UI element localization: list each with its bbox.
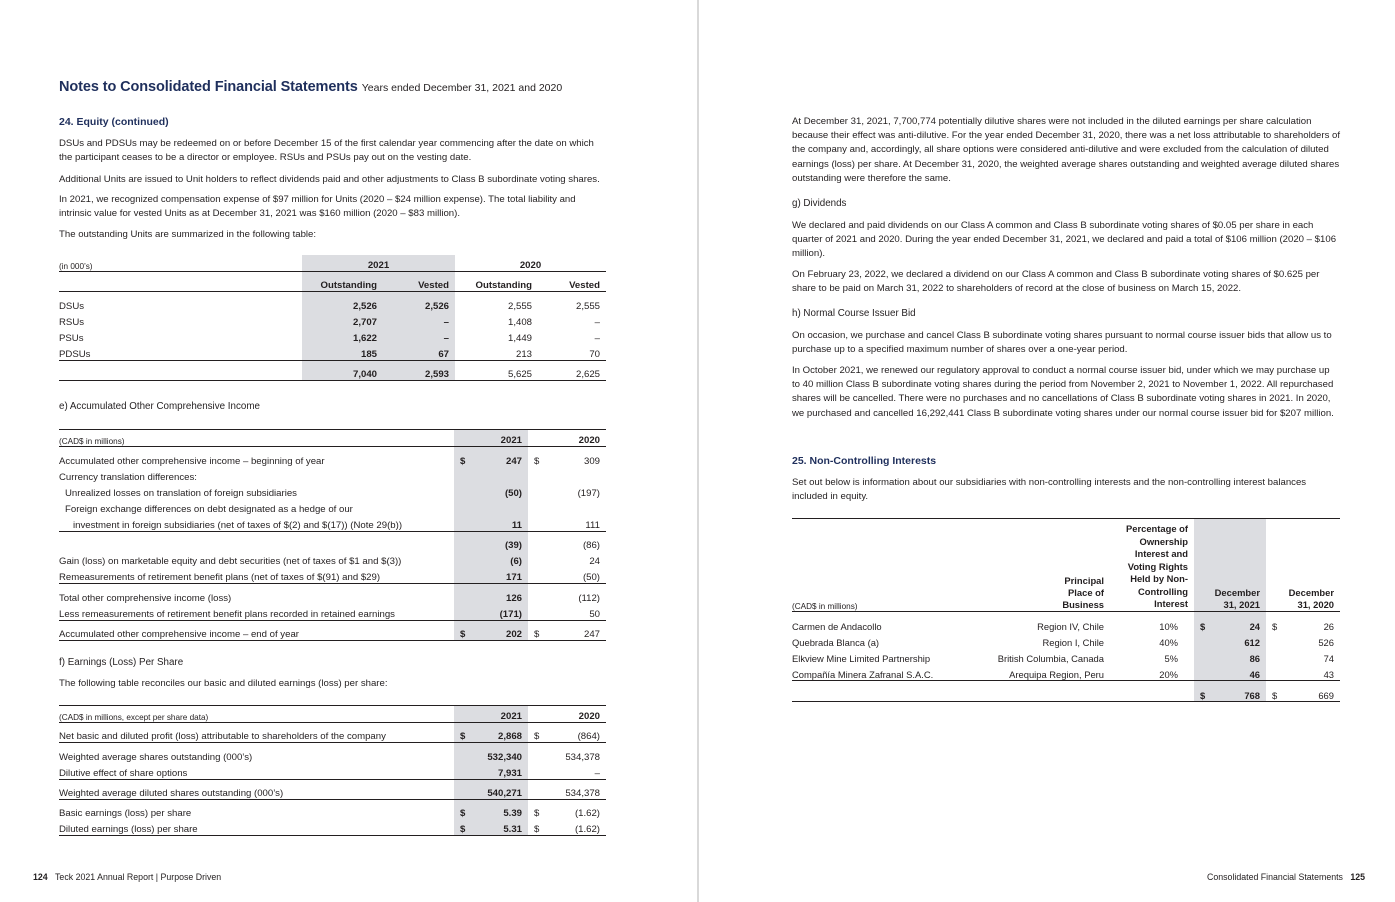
paragraph: In October 2021, we renewed our regulatory approval to conduct a normal course issuer bid, under which we may purchase up to 40 million Class B subordinate voting shares during the period from November 2, 2021 to November 1, 2022. All repurchased shares will be cancelled. There were no purchases and no cancellations of Class B subordinate voting shares in 2021. In 2020, we purchased and cancelled 16,292,441 Class B subordinate voting shares under our normal course issuer bid for $207 million. — [792, 365, 1334, 419]
table-row: Quebrada Blanca (a) Region I, Chile 40% 612 526 — [792, 632, 1340, 648]
table-row: Less remeasurements of retirement benefit plans recorded in retained earnings (171) 50 — [59, 604, 606, 621]
table-row: Elkview Mine Limited Partnership British Columbia, Canada 5% 86 74 — [792, 648, 1340, 664]
table-row: PSUs 1,622 – 1,449 – — [59, 328, 606, 344]
table-units: (in 000’s) — [59, 255, 302, 272]
table-total-row: $ 768 $ 669 — [792, 681, 1340, 702]
page-footer — [33, 872, 221, 882]
column-header-2021: December 31, 2021 — [1194, 519, 1266, 612]
table-row: Unrealized losses on translation of foreign subsidiaries (50) (197) — [59, 483, 606, 499]
column-header: Vested — [383, 272, 455, 292]
section-g-heading: g) Dividends — [792, 198, 847, 209]
footer-text: Teck 2021 Annual Report | Purpose Driven — [55, 872, 222, 882]
table-row: DSUs 2,526 2,526 2,555 2,555 — [59, 292, 606, 312]
page-number: 125 — [1350, 872, 1365, 882]
paragraph: DSUs and PDSUs may be redeemed on or before December 15 of the first calendar year commencing after the date on which the participant ceases to be a director or employee. RSUs and PSUs pay out on the vesting date. — [59, 138, 594, 164]
paragraph: The following table reconciles our basic and diluted earnings (loss) per share: — [59, 678, 388, 689]
right-page — [700, 0, 1395, 902]
table-row: Weighted average diluted shares outstanding (000’s) 540,271 534,378 — [59, 779, 606, 799]
section-24-heading: 24. Equity (continued) — [59, 116, 169, 128]
table-row: investment in foreign subsidiaries (net of taxes of $(2) and $(17)) (Note 29(b)) 11 111 — [59, 515, 606, 532]
table-row: PDSUs 185 67 213 70 — [59, 344, 606, 361]
table-units: (CAD$ in millions) — [792, 519, 980, 612]
paragraph: The outstanding Units are summarized in the following table: — [59, 229, 317, 240]
column-header-2021: 2021 — [472, 430, 528, 447]
page-footer — [1207, 872, 1365, 882]
section-25-heading: 25. Non-Controlling Interests — [792, 455, 937, 467]
paragraph: At December 31, 2021, 7,700,774 potentially dilutive shares were not included in the diluted earnings per share calculation because their effect was anti-dilutive. For the year ended December 31, 2020, there was a net loss attributable to shareholders of the company and, accordingly, all share options were considered anti-dilutive and were excluded from the calculation of diluted earnings (loss) per share. At December 31, 2020, the weighted average shares outstanding and weighted average diluted shares outstanding were therefore the same. — [792, 116, 1341, 184]
nci-table — [792, 518, 1340, 702]
table-row: Dilutive effect of share options 7,931 – — [59, 763, 606, 780]
page-header — [59, 78, 562, 96]
table-total-row: Accumulated other comprehensive income – end of year $ 202 $ 247 — [59, 620, 606, 640]
column-header-place: Principal Place of Business — [980, 519, 1110, 612]
table-row: Compañía Minera Zafranal S.A.C. Arequipa Region, Peru 20% 46 43 — [792, 664, 1340, 681]
table-row: Carmen de Andacollo Region IV, Chile 10% $ 24 $ 26 — [792, 611, 1340, 632]
table-row: Foreign exchange differences on debt designated as a hedge of our — [59, 499, 606, 515]
page-subtitle: Years ended December 31, 2021 and 2020 — [361, 82, 563, 94]
table-row: Net basic and diluted profit (loss) attributable to shareholders of the company $ 2,868 $ (864) — [59, 723, 606, 743]
paragraph: In 2021, we recognized compensation expense of $97 million for Units (2020 – $24 million expense). The total liability and intrinsic value for vested Units as at December 31, 2021 was $160 million (2020 – $83 million). — [59, 194, 576, 220]
column-header: Outstanding — [455, 272, 538, 292]
table-units: (CAD$ in millions) — [59, 430, 454, 447]
column-header-2021: 2021 — [472, 706, 528, 723]
units-table — [59, 255, 606, 381]
paragraph: Additional Units are issued to Unit holders to reflect dividends paid and other adjustments to Class B subordinate voting shares. — [59, 174, 600, 185]
table-row: (39) (86) — [59, 531, 606, 551]
page-number: 124 — [33, 872, 48, 882]
table-row: Basic earnings (loss) per share $ 5.39 $ (1.62) — [59, 799, 606, 819]
table-units: (CAD$ in millions, except per share data) — [59, 706, 454, 723]
paragraph: On February 23, 2022, we declared a dividend on our Class A common and Class B subordinate voting shares of $0.625 per share to be paid on March 31, 2022 to shareholders of record at the close of business on March 15, 2022. — [792, 269, 1320, 295]
aoci-table — [59, 429, 606, 641]
paragraph: On occasion, we purchase and cancel Class B subordinate voting shares pursuant to normal course issuer bids that allow us to purchase up to a specified maximum number of shares over a one-year period. — [792, 330, 1332, 356]
column-header-percentage: Percentage of Ownership Interest and Voting Rights Held by Non-Controlling Interest — [1110, 519, 1194, 612]
table-row: Weighted average shares outstanding (000’s) 532,340 534,378 — [59, 743, 606, 763]
section-e-heading: e) Accumulated Other Comprehensive Income — [59, 401, 260, 412]
table-row: Remeasurements of retirement benefit plans (net of taxes of $(91) and $29) 171 (50) — [59, 567, 606, 584]
column-header-2020: 2020 — [546, 706, 606, 723]
table-row: Total other comprehensive income (loss) 126 (112) — [59, 584, 606, 604]
column-header-2021: 2021 — [302, 255, 455, 272]
table-row: Gain (loss) on marketable equity and debt securities (net of taxes of $1 and $(3)) (6) 24 — [59, 551, 606, 567]
column-header: Outstanding — [302, 272, 383, 292]
section-h-heading: h) Normal Course Issuer Bid — [792, 308, 916, 319]
table-total-row: 7,040 2,593 5,625 2,625 — [59, 360, 606, 380]
table-row: RSUs 2,707 – 1,408 – — [59, 312, 606, 328]
column-header-2020: December 31, 2020 — [1266, 519, 1340, 612]
column-header: Vested — [538, 272, 606, 292]
column-header-2020: 2020 — [546, 430, 606, 447]
paragraph: Set out below is information about our subsidiaries with non-controlling interests and the non-controlling interest balances included in equity. — [792, 477, 1307, 503]
table-row: Diluted earnings (loss) per share $ 5.31 $ (1.62) — [59, 819, 606, 836]
eps-table — [59, 705, 606, 836]
page-title: Notes to Consolidated Financial Statements — [59, 79, 358, 95]
table-row: Currency translation differences: — [59, 467, 606, 483]
section-f-heading: f) Earnings (Loss) Per Share — [59, 657, 184, 668]
table-row: Accumulated other comprehensive income – beginning of year $ 247 $ 309 — [59, 447, 606, 467]
column-header-2020: 2020 — [455, 255, 606, 272]
footer-text: Consolidated Financial Statements — [1207, 872, 1343, 882]
paragraph: We declared and paid dividends on our Class A common and Class B subordinate voting shares of $0.05 per share in each quarter of 2021 and 2020. During the year ended December 31, 2021, we declared and paid a total of $106 million (2020 – $106 million). — [792, 220, 1337, 260]
